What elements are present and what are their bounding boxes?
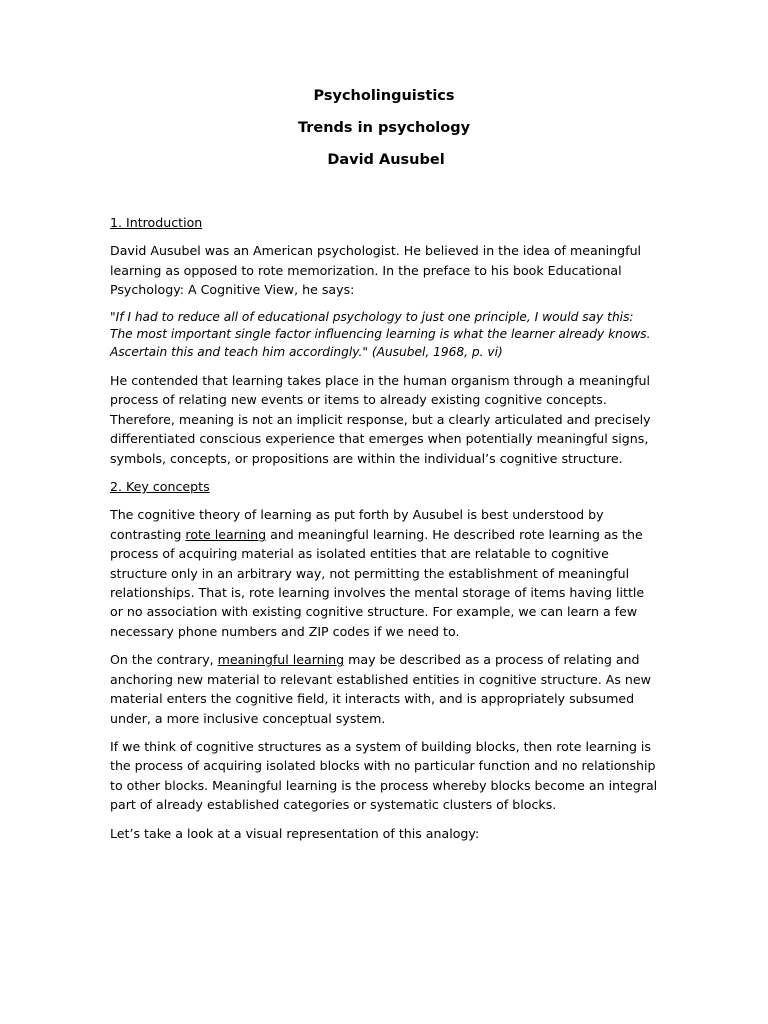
- paragraph-meaningful-learning: [110, 650, 660, 728]
- paragraph-meaningful-learning-text-end: may be described as a process of relating and anchoring new material to relevant established entities in cognitive structure. As new material enters the cognitive field, it interacts with, and is appropriately subsumed under, a more inclusive conceptual system.: [110, 652, 651, 726]
- section-heading-introduction: 1. Introduction: [110, 215, 203, 230]
- paragraph-rote-learning-text-end: and meaningful learning. He described rote learning as the process of acquiring material as isolated entities that are relatable to cognitive structure only in an arbitrary way, not permitting the establishment of meaningful relationships. That is, rote learning involves the mental storage of items having little or no association with existing cognitive structure. For example, we can learn a few necessary phone numbers and ZIP codes if we need to.: [110, 526, 645, 639]
- document-title-subject: Psycholinguistics: [313, 88, 455, 104]
- ausubel-quote: "If I had to reduce all of educational psychology to just one principle, I would say this: The most important single factor influencing learning is what the learner already knows. Ascertain this and teach him accordingly." (Ausubel, 1968, p. vi): [110, 309, 651, 360]
- paragraph-rote-learning: [110, 505, 660, 641]
- document-title-name: David Ausubel: [327, 152, 445, 168]
- paragraph-rote-learning-text-start: The cognitive theory of learning as put forth by Ausubel is best understood by contrasting: [110, 507, 604, 542]
- document-titles: [0, 86, 768, 182]
- paragraph-visual-representation: Let’s take a look at a visual representation of this analogy:: [110, 825, 480, 841]
- meaningful-learning-term: meaningful learning: [217, 652, 345, 668]
- paragraph-meaningful-learning-text-start: On the contrary,: [110, 652, 218, 668]
- document-title-topic: Trends in psychology: [297, 120, 471, 136]
- paragraph-introduction: David Ausubel was an American psychologist. He believed in the idea of meaningful learning as opposed to rote memorization. In the preface to his book Educational Psychology: A Cognitive View, he says:: [110, 243, 642, 298]
- document-body: [110, 213, 660, 852]
- blank-page-area: [0, 860, 768, 1024]
- paragraph-building-blocks: If we think of cognitive structures as a system of building blocks, then rote learning is the process of acquiring isolated blocks with no particular function and no relationship to other blocks. Meaningful learning is the process whereby blocks become an integral part of already established categories or systematic clusters of blocks.: [110, 738, 658, 813]
- section-heading-key-concepts: 2. Key concepts: [110, 479, 210, 495]
- paragraph-meaningful-process: He contended that learning takes place in the human organism through a meaningful process of relating new events or items to already existing cognitive concepts. Therefore, meaning is not an implicit response, but a clearly articulated and precisely differentiated conscious experience that emerges when potentially meaningful signs, symbols, concepts, or propositions are within the individual’s cognitive structure.: [110, 373, 651, 466]
- rote-learning-term: rote learning: [185, 526, 267, 542]
